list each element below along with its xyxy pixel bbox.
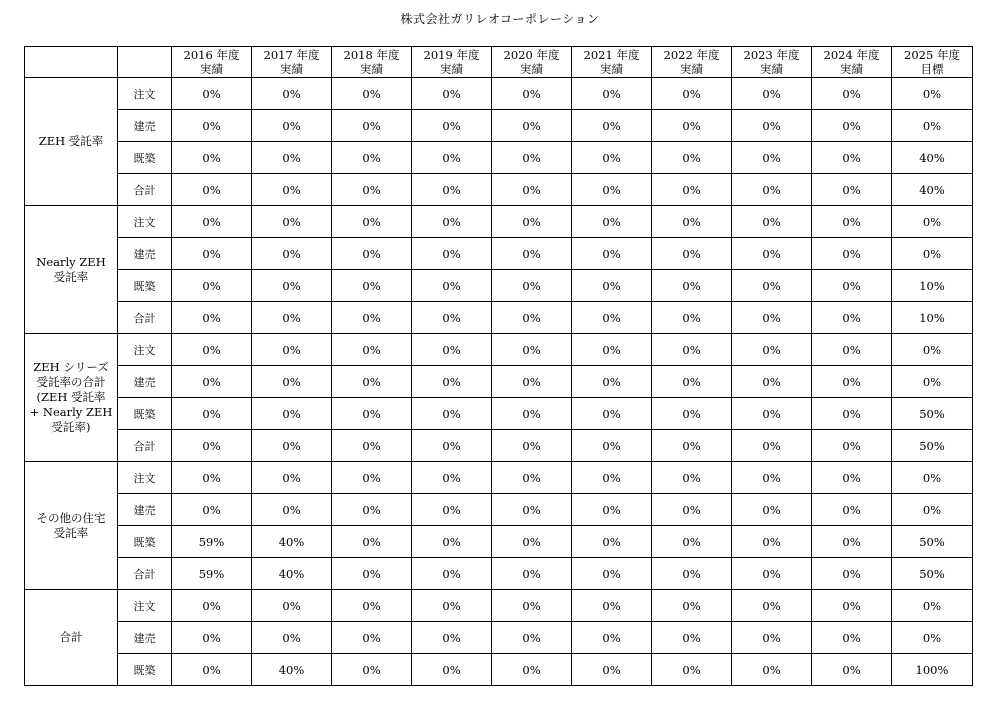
value-cell: 0%	[572, 270, 652, 302]
table-row	[25, 110, 973, 142]
value-cell: 40%	[252, 654, 332, 686]
value-cell: 0%	[172, 430, 252, 462]
value-cell: 0%	[812, 142, 892, 174]
row-type-cell: 注文	[118, 206, 172, 238]
value-cell: 0%	[492, 590, 572, 622]
year-header-year: 2022 年度	[663, 48, 720, 62]
row-type-cell: 合計	[118, 174, 172, 206]
value-cell: 40%	[252, 558, 332, 590]
value-cell: 50%	[892, 430, 973, 462]
value-cell: 0%	[652, 430, 732, 462]
value-cell: 0%	[572, 654, 652, 686]
value-cell: 10%	[892, 270, 973, 302]
value-cell: 0%	[732, 558, 812, 590]
row-type-cell: 既築	[118, 526, 172, 558]
year-header-cell	[732, 47, 812, 78]
value-cell: 0%	[572, 110, 652, 142]
value-cell: 0%	[572, 238, 652, 270]
table-row	[25, 398, 973, 430]
year-header-kind: 実績	[360, 62, 383, 76]
value-cell: 0%	[572, 174, 652, 206]
year-header-kind: 実績	[680, 62, 703, 76]
value-cell: 0%	[652, 334, 732, 366]
value-cell: 0%	[652, 462, 732, 494]
group-label-line: 合計	[59, 630, 83, 644]
value-cell: 0%	[252, 174, 332, 206]
value-cell: 0%	[732, 270, 812, 302]
value-cell: 0%	[172, 78, 252, 110]
value-cell: 0%	[732, 430, 812, 462]
value-cell: 0%	[572, 462, 652, 494]
year-header-year: 2023 年度	[743, 48, 800, 62]
value-cell: 0%	[252, 590, 332, 622]
header-type-cell	[118, 47, 172, 78]
table-header-row	[25, 47, 973, 78]
table-row	[25, 270, 973, 302]
value-cell: 0%	[252, 334, 332, 366]
value-cell: 0%	[732, 398, 812, 430]
value-cell: 0%	[172, 462, 252, 494]
value-cell: 0%	[252, 142, 332, 174]
value-cell: 0%	[332, 494, 412, 526]
value-cell: 0%	[732, 110, 812, 142]
value-cell: 0%	[252, 78, 332, 110]
value-cell: 0%	[332, 78, 412, 110]
value-cell: 0%	[652, 366, 732, 398]
table-row	[25, 206, 973, 238]
value-cell: 0%	[332, 238, 412, 270]
year-header-kind: 実績	[600, 62, 623, 76]
value-cell: 0%	[332, 430, 412, 462]
value-cell: 40%	[892, 174, 973, 206]
group-label-cell	[25, 78, 118, 206]
value-cell: 0%	[492, 302, 572, 334]
value-cell: 0%	[172, 590, 252, 622]
header-corner-cell	[25, 47, 118, 78]
value-cell: 10%	[892, 302, 973, 334]
value-cell: 0%	[332, 622, 412, 654]
table-row	[25, 366, 973, 398]
row-type-cell: 建売	[118, 366, 172, 398]
value-cell: 0%	[172, 174, 252, 206]
value-cell: 0%	[812, 78, 892, 110]
year-header-year: 2021 年度	[583, 48, 640, 62]
value-cell: 0%	[172, 622, 252, 654]
value-cell: 40%	[892, 142, 973, 174]
value-cell: 0%	[732, 334, 812, 366]
value-cell: 0%	[492, 78, 572, 110]
value-cell: 0%	[412, 366, 492, 398]
value-cell: 0%	[732, 622, 812, 654]
value-cell: 0%	[492, 334, 572, 366]
value-cell: 0%	[492, 526, 572, 558]
value-cell: 0%	[652, 398, 732, 430]
year-header-year: 2025 年度	[904, 48, 960, 62]
table-row	[25, 558, 973, 590]
table-row	[25, 526, 973, 558]
value-cell: 0%	[332, 654, 412, 686]
value-cell: 0%	[652, 622, 732, 654]
value-cell: 0%	[892, 462, 973, 494]
document-title: 株式会社ガリレオコーポレーション	[400, 12, 600, 26]
value-cell: 0%	[492, 558, 572, 590]
value-cell: 0%	[732, 462, 812, 494]
group-label-line: その他の住宅	[36, 510, 106, 525]
row-type-cell: 合計	[118, 302, 172, 334]
value-cell: 0%	[252, 494, 332, 526]
table-row	[25, 494, 973, 526]
value-cell: 0%	[652, 270, 732, 302]
value-cell: 0%	[572, 334, 652, 366]
year-header-year: 2017 年度	[263, 48, 320, 62]
table-row	[25, 430, 973, 462]
value-cell: 0%	[252, 206, 332, 238]
row-type-cell: 既築	[118, 270, 172, 302]
value-cell: 0%	[492, 270, 572, 302]
value-cell: 0%	[492, 238, 572, 270]
table-row	[25, 174, 973, 206]
value-cell: 0%	[652, 110, 732, 142]
table-row	[25, 654, 973, 686]
year-header-cell	[892, 47, 973, 78]
row-type-cell: 既築	[118, 398, 172, 430]
value-cell: 0%	[732, 78, 812, 110]
year-header-year: 2020 年度	[503, 48, 560, 62]
value-cell: 0%	[572, 622, 652, 654]
value-cell: 0%	[732, 494, 812, 526]
value-cell: 0%	[572, 78, 652, 110]
value-cell: 0%	[172, 270, 252, 302]
row-type-cell: 既築	[118, 654, 172, 686]
value-cell: 0%	[332, 334, 412, 366]
row-type-cell: 注文	[118, 590, 172, 622]
value-cell: 0%	[412, 654, 492, 686]
year-header-cell	[812, 47, 892, 78]
value-cell: 0%	[412, 558, 492, 590]
value-cell: 0%	[732, 526, 812, 558]
value-cell: 0%	[412, 270, 492, 302]
value-cell: 0%	[572, 366, 652, 398]
year-header-year: 2018 年度	[343, 48, 400, 62]
value-cell: 0%	[652, 302, 732, 334]
value-cell: 0%	[652, 590, 732, 622]
value-cell: 0%	[172, 398, 252, 430]
value-cell: 0%	[332, 590, 412, 622]
value-cell: 0%	[172, 302, 252, 334]
value-cell: 0%	[332, 526, 412, 558]
year-header-cell	[652, 47, 732, 78]
value-cell: 0%	[252, 270, 332, 302]
value-cell: 0%	[172, 110, 252, 142]
table-body	[25, 78, 973, 686]
value-cell: 50%	[892, 558, 973, 590]
table-row	[25, 78, 973, 110]
value-cell: 0%	[892, 334, 973, 366]
value-cell: 0%	[652, 142, 732, 174]
value-cell: 100%	[892, 654, 973, 686]
value-cell: 0%	[732, 590, 812, 622]
value-cell: 0%	[572, 206, 652, 238]
value-cell: 0%	[412, 174, 492, 206]
value-cell: 0%	[812, 174, 892, 206]
value-cell: 0%	[812, 558, 892, 590]
value-cell: 0%	[572, 302, 652, 334]
value-cell: 0%	[332, 462, 412, 494]
group-label-line: 受託率)	[51, 420, 91, 434]
value-cell: 0%	[332, 558, 412, 590]
value-cell: 0%	[412, 622, 492, 654]
value-cell: 50%	[892, 526, 973, 558]
value-cell: 0%	[572, 430, 652, 462]
year-header-kind: 実績	[840, 62, 863, 76]
table-row	[25, 622, 973, 654]
value-cell: 0%	[172, 142, 252, 174]
row-type-cell: 建売	[118, 110, 172, 142]
value-cell: 0%	[812, 238, 892, 270]
group-label-line: 受託率	[53, 269, 89, 284]
zeh-rate-table	[24, 46, 973, 686]
value-cell: 0%	[332, 398, 412, 430]
value-cell: 0%	[492, 206, 572, 238]
value-cell: 0%	[572, 398, 652, 430]
value-cell: 0%	[812, 398, 892, 430]
group-label-line: 受託率	[53, 525, 89, 540]
year-header-cell	[412, 47, 492, 78]
value-cell: 0%	[332, 142, 412, 174]
group-label-line: (ZEH 受託率	[36, 390, 106, 404]
value-cell: 0%	[492, 142, 572, 174]
value-cell: 0%	[172, 206, 252, 238]
value-cell: 0%	[812, 622, 892, 654]
row-type-cell: 建売	[118, 622, 172, 654]
row-type-cell: 注文	[118, 334, 172, 366]
row-type-cell: 既築	[118, 142, 172, 174]
value-cell: 0%	[732, 654, 812, 686]
year-header-kind: 実績	[760, 62, 783, 76]
value-cell: 0%	[892, 238, 973, 270]
value-cell: 0%	[332, 174, 412, 206]
row-type-cell: 合計	[118, 430, 172, 462]
value-cell: 0%	[492, 110, 572, 142]
value-cell: 0%	[732, 142, 812, 174]
value-cell: 0%	[252, 110, 332, 142]
value-cell: 0%	[812, 462, 892, 494]
value-cell: 0%	[572, 558, 652, 590]
value-cell: 0%	[652, 78, 732, 110]
value-cell: 0%	[812, 430, 892, 462]
value-cell: 0%	[252, 366, 332, 398]
value-cell: 0%	[252, 238, 332, 270]
value-cell: 0%	[492, 366, 572, 398]
value-cell: 0%	[412, 78, 492, 110]
group-label-line: ZEH 受託率	[38, 134, 104, 148]
table-row	[25, 302, 973, 334]
value-cell: 0%	[172, 494, 252, 526]
value-cell: 0%	[892, 590, 973, 622]
value-cell: 59%	[172, 526, 252, 558]
table-row	[25, 238, 973, 270]
value-cell: 0%	[812, 334, 892, 366]
year-header-cell	[332, 47, 412, 78]
year-header-kind: 実績	[280, 62, 303, 76]
value-cell: 0%	[812, 590, 892, 622]
value-cell: 0%	[332, 206, 412, 238]
value-cell: 0%	[412, 302, 492, 334]
value-cell: 0%	[732, 366, 812, 398]
value-cell: 0%	[252, 622, 332, 654]
value-cell: 0%	[892, 206, 973, 238]
year-header-kind: 実績	[440, 62, 463, 76]
value-cell: 0%	[812, 270, 892, 302]
value-cell: 0%	[492, 430, 572, 462]
value-cell: 0%	[412, 590, 492, 622]
value-cell: 0%	[652, 654, 732, 686]
value-cell: 0%	[412, 238, 492, 270]
group-label-line: ZEH シリーズ	[33, 360, 109, 374]
value-cell: 59%	[172, 558, 252, 590]
year-header-cell	[252, 47, 332, 78]
value-cell: 0%	[652, 238, 732, 270]
value-cell: 0%	[332, 366, 412, 398]
value-cell: 40%	[252, 526, 332, 558]
year-header-kind: 実績	[520, 62, 543, 76]
value-cell: 0%	[252, 398, 332, 430]
group-label-cell	[25, 206, 118, 334]
value-cell: 0%	[412, 494, 492, 526]
value-cell: 0%	[492, 494, 572, 526]
value-cell: 0%	[492, 654, 572, 686]
year-header-kind: 実績	[200, 62, 223, 76]
year-header-cell	[492, 47, 572, 78]
value-cell: 0%	[492, 462, 572, 494]
year-header-year: 2016 年度	[183, 48, 240, 62]
table-row	[25, 334, 973, 366]
value-cell: 0%	[332, 302, 412, 334]
group-label-line: Nearly ZEH	[36, 254, 106, 269]
table-row	[25, 142, 973, 174]
value-cell: 0%	[812, 366, 892, 398]
value-cell: 0%	[412, 398, 492, 430]
value-cell: 0%	[652, 494, 732, 526]
value-cell: 0%	[812, 302, 892, 334]
group-label-line: 受託率の合計	[36, 375, 106, 389]
value-cell: 0%	[732, 238, 812, 270]
value-cell: 0%	[892, 78, 973, 110]
value-cell: 0%	[652, 526, 732, 558]
value-cell: 0%	[652, 174, 732, 206]
value-cell: 50%	[892, 398, 973, 430]
value-cell: 0%	[252, 462, 332, 494]
year-header-year: 2019 年度	[423, 48, 480, 62]
row-type-cell: 建売	[118, 238, 172, 270]
value-cell: 0%	[492, 398, 572, 430]
value-cell: 0%	[412, 526, 492, 558]
value-cell: 0%	[252, 302, 332, 334]
value-cell: 0%	[732, 174, 812, 206]
value-cell: 0%	[172, 334, 252, 366]
group-label-cell	[25, 590, 118, 686]
value-cell: 0%	[412, 462, 492, 494]
value-cell: 0%	[652, 558, 732, 590]
value-cell: 0%	[812, 494, 892, 526]
value-cell: 0%	[172, 238, 252, 270]
value-cell: 0%	[332, 270, 412, 302]
value-cell: 0%	[572, 590, 652, 622]
year-header-cell	[172, 47, 252, 78]
value-cell: 0%	[572, 526, 652, 558]
value-cell: 0%	[412, 430, 492, 462]
group-label-cell	[25, 462, 118, 590]
value-cell: 0%	[412, 110, 492, 142]
value-cell: 0%	[412, 334, 492, 366]
group-label-cell	[25, 334, 118, 462]
value-cell: 0%	[732, 206, 812, 238]
value-cell: 0%	[812, 206, 892, 238]
table-row	[25, 462, 973, 494]
row-type-cell: 注文	[118, 462, 172, 494]
value-cell: 0%	[332, 110, 412, 142]
year-header-kind: 目標	[920, 62, 944, 76]
value-cell: 0%	[572, 142, 652, 174]
value-cell: 0%	[652, 206, 732, 238]
value-cell: 0%	[892, 366, 973, 398]
value-cell: 0%	[412, 142, 492, 174]
value-cell: 0%	[172, 366, 252, 398]
year-header-year: 2024 年度	[823, 48, 880, 62]
value-cell: 0%	[492, 622, 572, 654]
value-cell: 0%	[172, 654, 252, 686]
value-cell: 0%	[412, 206, 492, 238]
value-cell: 0%	[892, 494, 973, 526]
value-cell: 0%	[572, 494, 652, 526]
value-cell: 0%	[732, 302, 812, 334]
row-type-cell: 注文	[118, 78, 172, 110]
table-row	[25, 590, 973, 622]
value-cell: 0%	[812, 110, 892, 142]
value-cell: 0%	[492, 174, 572, 206]
row-type-cell: 建売	[118, 494, 172, 526]
group-label-line: + Nearly ZEH	[29, 405, 113, 419]
value-cell: 0%	[892, 110, 973, 142]
year-header-cell	[572, 47, 652, 78]
value-cell: 0%	[892, 622, 973, 654]
value-cell: 0%	[812, 526, 892, 558]
value-cell: 0%	[812, 654, 892, 686]
value-cell: 0%	[252, 430, 332, 462]
row-type-cell: 合計	[118, 558, 172, 590]
